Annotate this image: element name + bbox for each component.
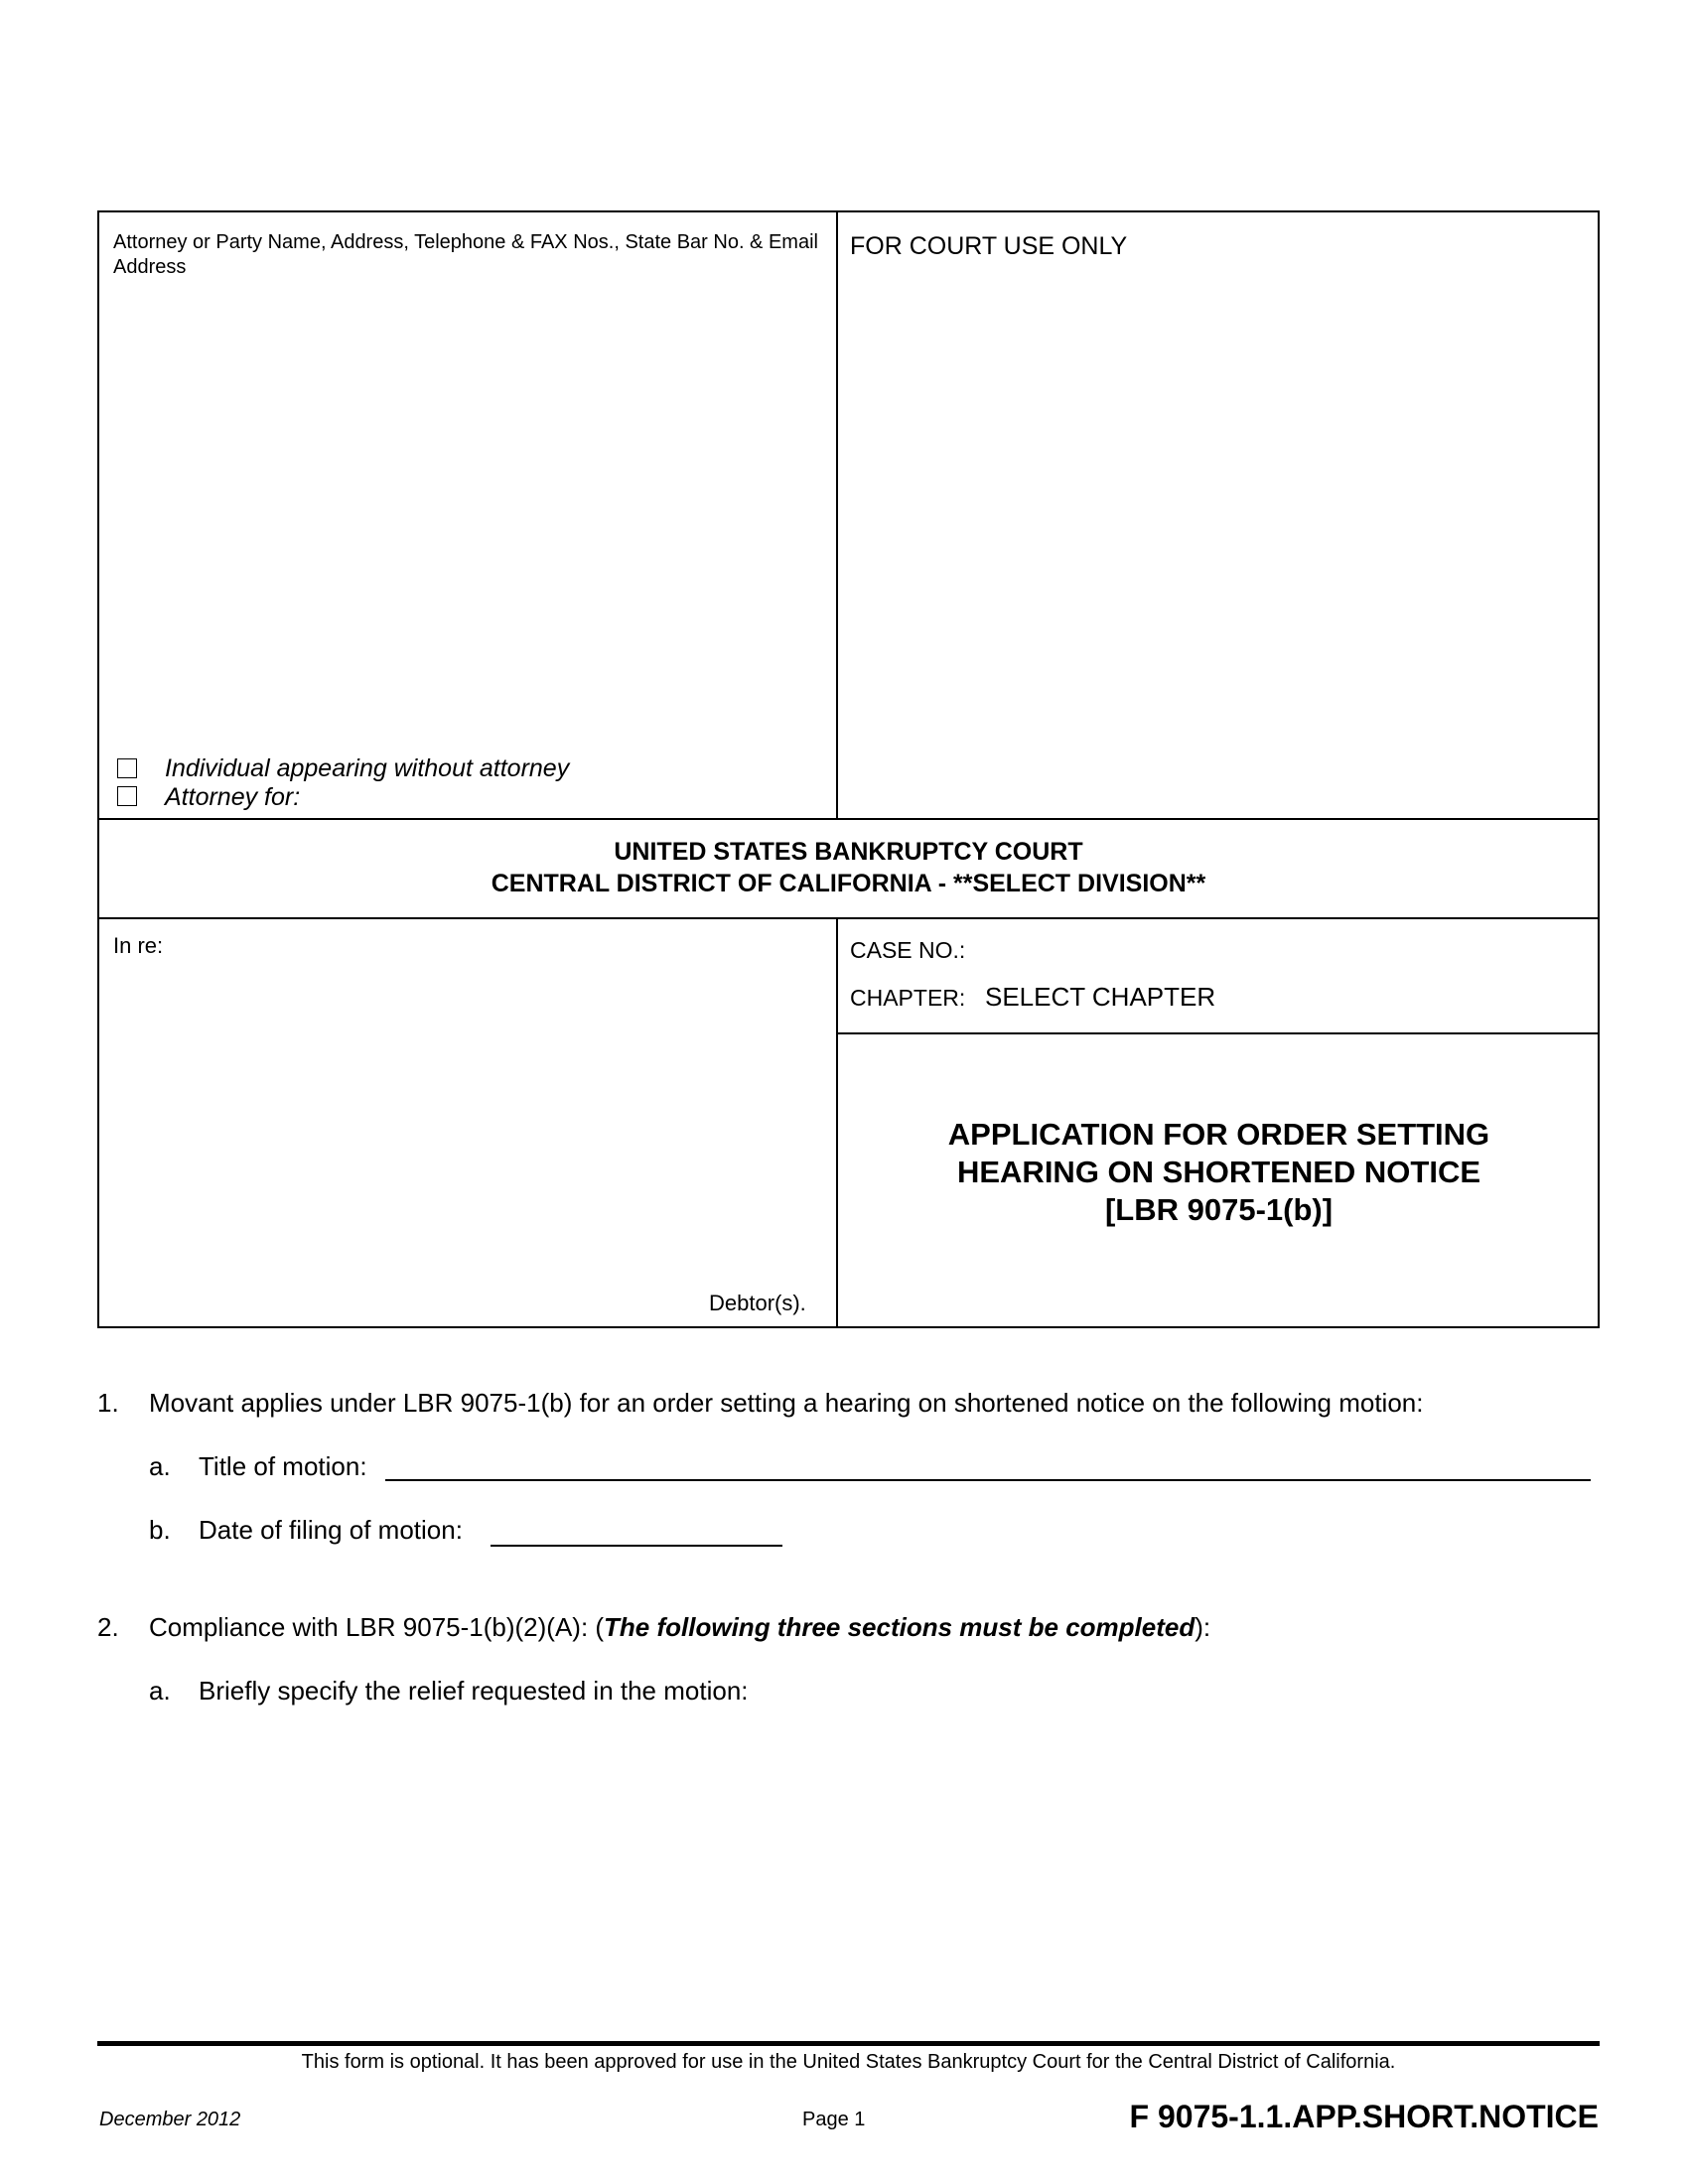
item1b-label: Date of filing of motion: — [199, 1515, 463, 1545]
item1a-letter: a. — [149, 1451, 171, 1481]
court-rule-bottom — [99, 917, 1598, 919]
item2a-letter: a. — [149, 1676, 171, 1706]
form-title-line2: HEARING ON SHORTENED NOTICE — [956, 1155, 1481, 1189]
item1-text: Movant applies under LBR 9075-1(b) for an order setting a hearing on shortened notice on the following motion: — [149, 1388, 1424, 1418]
individual-checkbox[interactable] — [117, 758, 137, 778]
item1-number: 1. — [97, 1388, 119, 1418]
item2-text-tail: ): — [1195, 1612, 1211, 1642]
court-name-line1: UNITED STATES BANKRUPTCY COURT — [614, 838, 1083, 866]
in-re-label: In re: — [113, 933, 164, 958]
item2a-label: Briefly specify the relief requested in the motion: — [199, 1676, 749, 1706]
chapter-label: CHAPTER: — [850, 985, 966, 1011]
footer-form-id: F 9075-1.1.APP.SHORT.NOTICE — [1129, 2099, 1599, 2134]
form-title — [836, 1116, 1602, 1229]
footer-notice: This form is optional. It has been approved for use in the United States Bankruptcy Court for the Central District of California. — [301, 2051, 1396, 2073]
item2-text — [149, 1612, 1210, 1643]
footer-rule — [97, 2041, 1600, 2046]
court-rule-top — [99, 818, 1598, 820]
item1a-label: Title of motion: — [199, 1451, 367, 1481]
footer-date: December 2012 — [99, 2109, 241, 2130]
case-no-label: CASE NO.: — [850, 937, 966, 963]
date-of-filing-field[interactable] — [491, 1545, 782, 1547]
footer-page: Page 1 — [802, 2109, 866, 2130]
title-of-motion-field[interactable] — [385, 1479, 1591, 1481]
item2-number: 2. — [97, 1612, 119, 1642]
item2-emphasis: The following three sections must be completed — [604, 1612, 1196, 1642]
form-title-line1: APPLICATION FOR ORDER SETTING — [947, 1117, 1490, 1152]
court-name — [99, 836, 1598, 899]
top-divider — [836, 212, 838, 818]
item2-text-lead: Compliance with LBR 9075-1(b)(2)(A): ( — [149, 1612, 605, 1642]
court-name-line2: CENTRAL DISTRICT OF CALIFORNIA - **SELECT DIVISION** — [491, 870, 1206, 897]
chapter-select[interactable]: SELECT CHAPTER — [985, 982, 1216, 1012]
attorney-for-checkbox[interactable] — [117, 786, 137, 806]
form-title-line3: [LBR 9075-1(b)] — [1104, 1192, 1334, 1227]
attorney-label: Attorney or Party Name, Address, Telephone & FAX Nos., State Bar No. & Email Address — [113, 231, 818, 278]
debtors-label: Debtor(s). — [709, 1291, 806, 1315]
case-rule — [836, 1032, 1598, 1034]
individual-label: Individual appearing without attorney — [165, 754, 570, 782]
caption-table — [97, 210, 1600, 1328]
court-use-label: FOR COURT USE ONLY — [850, 232, 1128, 260]
item1b-letter: b. — [149, 1515, 171, 1545]
attorney-for-label: Attorney for: — [165, 783, 301, 811]
